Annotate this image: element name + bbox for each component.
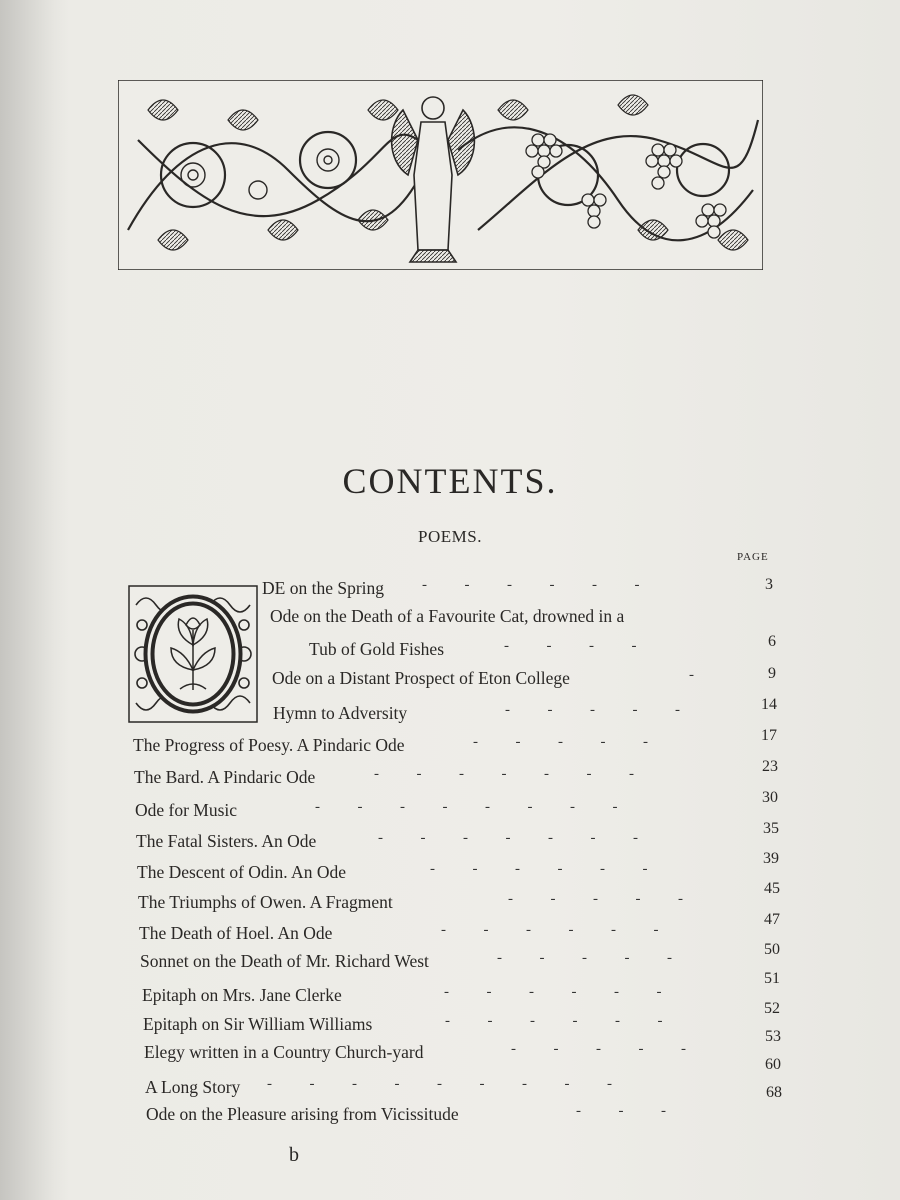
page-number: 47: [764, 911, 780, 928]
signature-mark: b: [289, 1144, 299, 1166]
leader-dashes: - - - - - - -: [378, 830, 638, 846]
entry-title: The Fatal Sisters. An Ode: [136, 831, 317, 851]
entry-title: Elegy written in a Country Church-yard: [144, 1042, 424, 1062]
leader-dashes: - - - - -: [497, 950, 672, 966]
entry-title: Ode on a Distant Prospect of Eton College: [272, 668, 570, 688]
page-number: 9: [768, 665, 776, 682]
leader-dashes: - - - - -: [511, 1041, 686, 1057]
entry-title: A Long Story: [145, 1077, 241, 1097]
entry-title: The Bard. A Pindaric Ode: [134, 767, 316, 787]
page-number: 3: [765, 576, 773, 593]
leader-dashes: - - - -: [504, 638, 637, 654]
entry-title: The Death of Hoel. An Ode: [139, 923, 333, 943]
leader-dashes: - - - - -: [505, 702, 680, 718]
leader-dashes: - - - - - -: [441, 922, 659, 938]
leader-dashes: - - - - - - -: [374, 766, 634, 782]
entry-title: The Descent of Odin. An Ode: [137, 862, 346, 882]
leader-dashes: - - - - - -: [445, 1013, 663, 1029]
entry-title: Tub of Gold Fishes: [309, 639, 445, 659]
leader-dashes: - - - - - -: [430, 861, 648, 877]
page-number: 17: [761, 727, 777, 744]
page-number: 52: [764, 1000, 780, 1017]
page-number: 50: [764, 941, 780, 958]
page-number: 39: [763, 850, 779, 867]
entry-title: The Progress of Poesy. A Pindaric Ode: [133, 735, 405, 755]
entry-title: Epitaph on Sir William Williams: [143, 1014, 373, 1034]
headpiece-ornament: [118, 80, 763, 270]
page-number: 53: [765, 1028, 781, 1045]
leader-dashes: - - - - -: [473, 734, 648, 750]
entry-title: Hymn to Adversity: [273, 703, 408, 723]
initial-o-ornament-icon: [128, 585, 258, 723]
page-title: CONTENTS.: [342, 461, 558, 501]
entry-title: The Triumphs of Owen. A Fragment: [138, 892, 393, 912]
page-number: 6: [768, 633, 776, 650]
leader-dashes: - - - - - - - -: [315, 799, 618, 815]
page-number: 45: [764, 880, 780, 897]
leader-dashes: - - -: [576, 1103, 666, 1119]
entry-title: DE on the Spring: [262, 578, 385, 598]
page-column-label: PAGE: [737, 551, 769, 563]
leader-dashes: - - - - - - - - -: [267, 1076, 612, 1092]
page-number: 68: [766, 1084, 782, 1101]
gutter-shadow: [0, 0, 70, 1200]
page-number: 14: [761, 696, 777, 713]
leader-dashes: -: [689, 667, 694, 683]
page-number: 30: [762, 789, 778, 806]
page-number: 51: [764, 970, 780, 987]
decorated-initial: [128, 585, 258, 723]
page-number: 60: [765, 1056, 781, 1073]
section-heading: POEMS.: [418, 527, 482, 546]
vine-ornament-icon: [118, 80, 763, 270]
entry-title: Ode on the Death of a Favourite Cat, drowned in a: [270, 606, 625, 626]
leader-dashes: - - - - - -: [422, 577, 640, 593]
entry-title: Ode for Music: [135, 800, 238, 820]
leader-dashes: - - - - -: [508, 891, 683, 907]
page-number: 23: [762, 758, 778, 775]
entry-title: Epitaph on Mrs. Jane Clerke: [142, 985, 342, 1005]
page-number: 35: [763, 820, 779, 837]
entry-title: Sonnet on the Death of Mr. Richard West: [140, 951, 429, 971]
leader-dashes: - - - - - -: [444, 984, 662, 1000]
entry-title: Ode on the Pleasure arising from Vicissitude: [146, 1104, 459, 1124]
